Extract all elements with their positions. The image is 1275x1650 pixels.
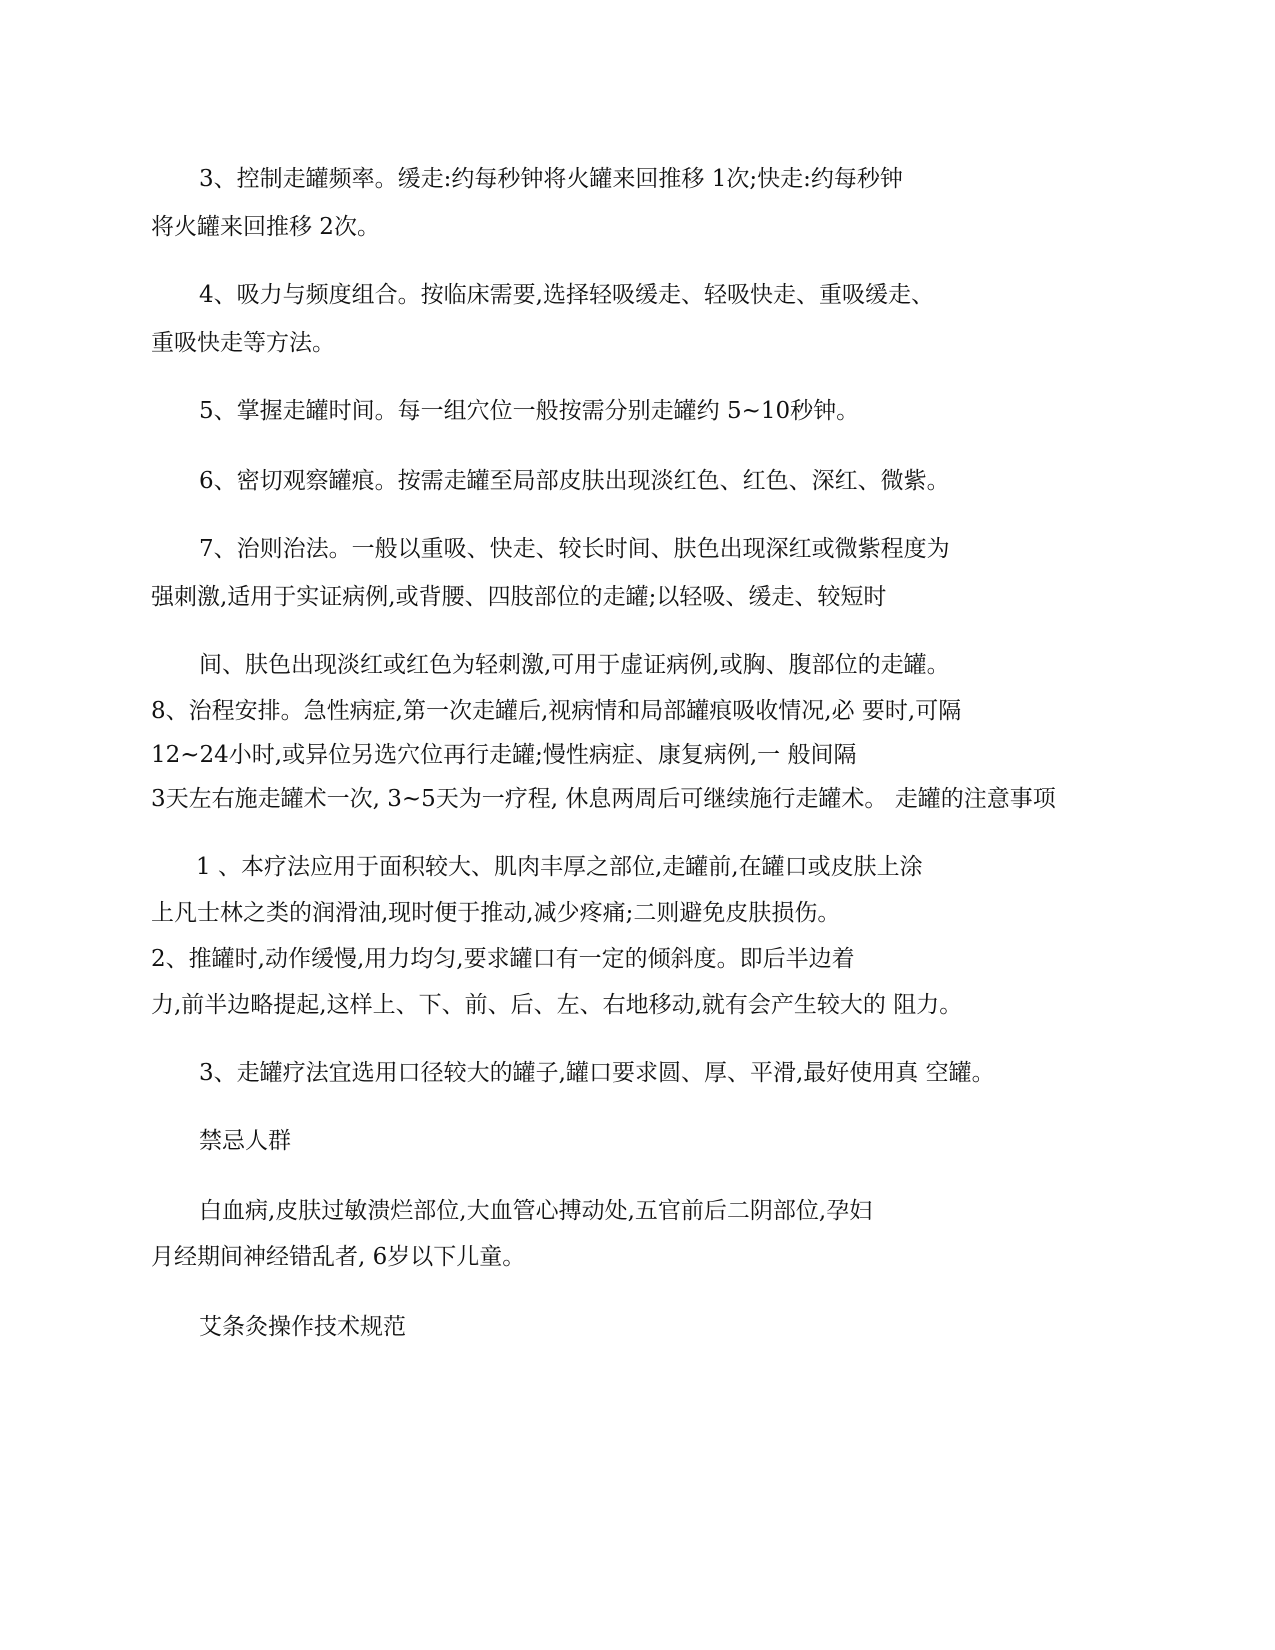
text-line: 7、治则治法。一般以重吸、快走、较长时间、肤色出现深红或微紫程度为 [199,536,950,562]
text-line: 4、吸力与频度组合。按临床需要,选择轻吸缓走、轻吸快走、重吸缓走、 [199,282,934,308]
text-line: 2、推罐时,动作缓慢,用力均匀,要求罐口有一定的倾斜度。即后半边着 [151,946,855,972]
text-line: 月经期间神经错乱者, 6岁以下儿童。 [151,1244,526,1270]
text-line: 力,前半边略提起,这样上、下、前、后、左、右地移动,就有会产生较大的 阻力。 [151,992,963,1018]
text-line: 间、肤色出现淡红或红色为轻刺激,可用于虚证病例,或胸、腹部位的走罐。 [199,652,950,678]
text-line: 3、控制走罐频率。缓走:约每秒钟将火罐来回推移 1次;快走:约每秒钟 [199,166,903,192]
text-line: 6、密切观察罐痕。按需走罐至局部皮肤出现淡红色、红色、深红、微紫。 [199,468,950,494]
text-line: 强刺激,适用于实证病例,或背腰、四肢部位的走罐;以轻吸、缓走、较短时 [151,584,887,610]
text-line: 3天左右施走罐术一次, 3~5天为一疗程, 休息两周后可继续施行走罐术。 走罐的注意事项 [151,786,1056,812]
text-line: 8、治程安排。急性病症,第一次走罐后,视病情和局部罐痕吸收情况,必 要时,可隔 [151,698,962,724]
section-heading: 艾条灸操作技术规范 [199,1314,406,1340]
text-line: 1 、本疗法应用于面积较大、肌肉丰厚之部位,走罐前,在罐口或皮肤上涂 [196,854,923,880]
section-heading: 禁忌人群 [199,1128,291,1154]
text-line: 3、走罐疗法宜选用口径较大的罐子,罐口要求圆、厚、平滑,最好使用真 空罐。 [199,1060,995,1086]
text-line: 将火罐来回推移 2次。 [151,214,380,240]
text-line: 白血病,皮肤过敏溃烂部位,大血管心搏动处,五官前后二阴部位,孕妇 [199,1198,873,1224]
text-line: 重吸快走等方法。 [151,330,335,356]
text-line: 5、掌握走罐时间。每一组穴位一般按需分别走罐约 5~10秒钟。 [199,398,860,424]
text-line: 上凡士林之类的润滑油,现时便于推动,减少疼痛;二则避免皮肤损伤。 [151,900,841,926]
text-line: 12~24小时,或异位另选穴位再行走罐;慢性病症、康复病例,一 般间隔 [151,742,857,768]
